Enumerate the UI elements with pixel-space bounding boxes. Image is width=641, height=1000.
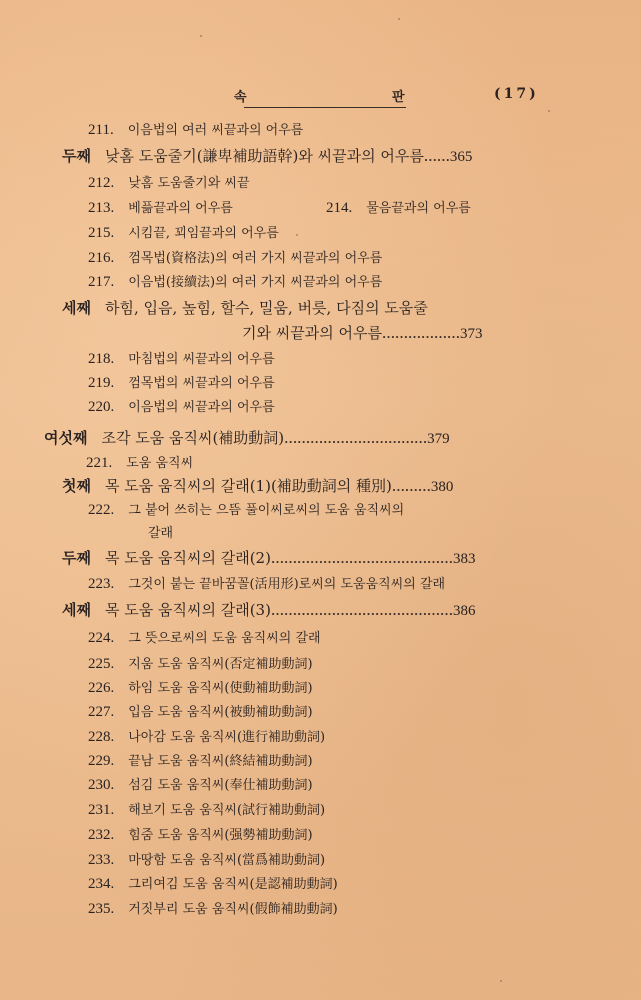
item-text: 그것이 붙는 끝바꿈꼴(活用形)로씨의 도움움직씨의 갈래 bbox=[128, 577, 446, 592]
item-number: 211. bbox=[88, 122, 114, 138]
item-number: 233. bbox=[88, 852, 115, 868]
item-text: 껌목법(資格法)의 여러 가지 씨끝과의 어우름 bbox=[128, 251, 383, 266]
toc-item bbox=[88, 825, 313, 846]
item-text: 마땅함 도움 움직씨(當爲補助動詞) bbox=[128, 853, 326, 868]
item-number: 223. bbox=[88, 576, 115, 592]
section-lead: 첫째 bbox=[62, 477, 91, 495]
page-ref: 373 bbox=[459, 326, 483, 342]
item-text: 갈래 bbox=[148, 526, 174, 541]
item-number: 232. bbox=[88, 827, 115, 843]
section-text: 목 도움 움직씨의 갈래(2) bbox=[104, 549, 271, 567]
item-number: 234. bbox=[88, 876, 115, 892]
item-text: 끝남 도움 움직씨(終結補助動詞) bbox=[128, 754, 313, 769]
header-right-title: 판 bbox=[392, 90, 405, 105]
paper-speck bbox=[296, 234, 298, 236]
page-ref: 383 bbox=[452, 551, 476, 567]
toc-item bbox=[88, 702, 313, 723]
item-text: 입음 도움 움직씨(被動補助動詞) bbox=[128, 705, 313, 720]
section-lead: 두째 bbox=[62, 549, 91, 567]
item-number: 214. bbox=[326, 200, 353, 216]
toc-item bbox=[88, 628, 321, 649]
leader-dots: ……………… bbox=[381, 326, 460, 341]
section-lead: 세째 bbox=[62, 601, 91, 619]
paper-speck bbox=[548, 110, 550, 112]
page-number: (17) bbox=[494, 86, 539, 102]
item-number: 213. bbox=[88, 200, 115, 216]
item-number: 217. bbox=[88, 274, 115, 290]
item-number: 231. bbox=[88, 802, 115, 818]
item-text: 거짓부리 도움 움직씨(假飾補助動詞) bbox=[128, 902, 338, 917]
section-lead: 두째 bbox=[62, 147, 91, 165]
toc-item bbox=[88, 173, 250, 194]
header-left-title: 속 bbox=[234, 90, 247, 105]
toc-item bbox=[88, 899, 338, 920]
item-text: 물음끝과의 어우름 bbox=[366, 201, 471, 216]
section-text: 하힘, 입음, 높힘, 할수, 밀움, 버릇, 다짐의 도움줄 bbox=[104, 299, 428, 317]
item-number: 220. bbox=[88, 399, 115, 415]
item-text: 베픎끝과의 어우름 bbox=[128, 201, 233, 216]
toc-item bbox=[88, 397, 275, 418]
item-number: 228. bbox=[88, 729, 115, 745]
toc-item bbox=[88, 850, 325, 871]
item-number: 218. bbox=[88, 351, 115, 367]
item-number: 216. bbox=[88, 250, 115, 266]
item-text: 그리여김 도움 움직씨(是認補助動詞) bbox=[128, 877, 338, 892]
toc-item bbox=[88, 198, 233, 219]
item-number: 215. bbox=[88, 225, 115, 241]
toc-item bbox=[88, 248, 382, 269]
toc-item bbox=[88, 775, 313, 796]
item-text: 시킴끝, 꾀임끝과의 어우름 bbox=[128, 226, 279, 241]
toc-section bbox=[62, 298, 428, 318]
toc-section bbox=[62, 548, 475, 569]
toc-item bbox=[88, 349, 275, 370]
item-number: 219. bbox=[88, 375, 115, 391]
leader-dots: …………………………… bbox=[284, 431, 428, 446]
toc-item bbox=[88, 678, 313, 699]
paper-speck bbox=[200, 35, 202, 37]
toc-section-continuation bbox=[242, 323, 482, 344]
item-number: 229. bbox=[88, 753, 115, 769]
toc-item bbox=[86, 453, 193, 474]
item-number: 235. bbox=[88, 901, 115, 917]
section-lead: 세째 bbox=[62, 299, 91, 317]
item-text: 낮홈 도움줄기와 씨끝 bbox=[128, 176, 250, 191]
toc-section bbox=[62, 600, 475, 621]
item-text: 하임 도움 움직씨(使動補助動詞) bbox=[128, 681, 313, 696]
header-rule bbox=[244, 107, 406, 108]
item-text: 지움 도움 움직씨(否定補助動詞) bbox=[128, 657, 313, 672]
item-number: 227. bbox=[88, 704, 115, 720]
item-text: 이음법의 여러 씨끝과의 어우름 bbox=[127, 123, 304, 138]
item-number: 230. bbox=[88, 777, 115, 793]
item-number: 224. bbox=[88, 630, 115, 646]
chapter-text: 조각 도움 움직씨(補助動詞) bbox=[101, 429, 285, 447]
item-text: 껌목법의 씨끝과의 어우름 bbox=[128, 376, 275, 391]
section-text: 낮홈 도움줄기(謙卑補助語幹)와 씨끝과의 어우름 bbox=[104, 147, 424, 165]
page-ref: 386 bbox=[452, 603, 476, 619]
item-text: 마침법의 씨끝과의 어우름 bbox=[128, 352, 275, 367]
item-text: 이음법의 씨끝과의 어우름 bbox=[128, 400, 275, 415]
item-text: 나아감 도움 움직씨(進行補助動詞) bbox=[128, 730, 326, 745]
toc-item bbox=[326, 198, 471, 219]
item-number: 212. bbox=[88, 175, 115, 191]
toc-item bbox=[88, 500, 404, 521]
toc-item bbox=[88, 727, 325, 748]
toc-item bbox=[88, 874, 338, 895]
running-header bbox=[228, 86, 558, 110]
toc-item bbox=[88, 654, 313, 675]
item-number: 221. bbox=[86, 455, 113, 471]
item-text: 그 붙어 쓰히는 으뜸 풀이씨로씨의 도움 움직씨의 bbox=[128, 503, 405, 518]
toc-chapter bbox=[44, 428, 450, 449]
item-number: 225. bbox=[88, 656, 115, 672]
toc-item bbox=[88, 751, 313, 772]
item-text: 힘줌 도움 움직씨(强勢補助動詞) bbox=[128, 828, 313, 843]
toc-item bbox=[88, 120, 303, 141]
chapter-lead: 여섯째 bbox=[44, 429, 88, 447]
section-text: 목 도움 움직씨의 갈래(3) bbox=[104, 601, 271, 619]
item-text: 그 뜻으로씨의 도움 움직씨의 갈래 bbox=[128, 631, 321, 646]
leader-dots: ……… bbox=[391, 479, 431, 494]
toc-item bbox=[88, 574, 445, 595]
toc-item bbox=[88, 272, 382, 293]
leader-dots: …… bbox=[423, 149, 450, 164]
toc-item bbox=[88, 800, 325, 821]
toc-item bbox=[88, 223, 279, 244]
paper-speck bbox=[500, 980, 502, 982]
section-text: 기와 씨끝과의 어우름 bbox=[242, 324, 382, 342]
page-ref: 380 bbox=[430, 479, 454, 495]
toc-item-continuation bbox=[148, 524, 173, 544]
item-number: 226. bbox=[88, 680, 115, 696]
toc-section bbox=[62, 146, 472, 167]
section-text: 목 도움 움직씨의 갈래(1)(補助動詞의 種別) bbox=[104, 477, 392, 495]
page-ref: 379 bbox=[427, 431, 450, 447]
toc-item bbox=[88, 373, 275, 394]
item-number: 222. bbox=[88, 502, 115, 518]
item-text: 섬김 도움 움직씨(奉仕補助動詞) bbox=[128, 778, 313, 793]
paper-speck bbox=[398, 18, 400, 20]
item-text: 이음법(接續法)의 여러 가지 씨끝과의 어우름 bbox=[128, 275, 383, 290]
item-text: 도움 움직씨 bbox=[126, 456, 194, 471]
item-text: 해보기 도움 움직씨(試行補助動詞) bbox=[128, 803, 326, 818]
leader-dots: …………………………………… bbox=[270, 551, 453, 566]
page-ref: 365 bbox=[449, 149, 473, 165]
toc-section bbox=[62, 476, 453, 497]
leader-dots: …………………………………… bbox=[270, 603, 453, 618]
